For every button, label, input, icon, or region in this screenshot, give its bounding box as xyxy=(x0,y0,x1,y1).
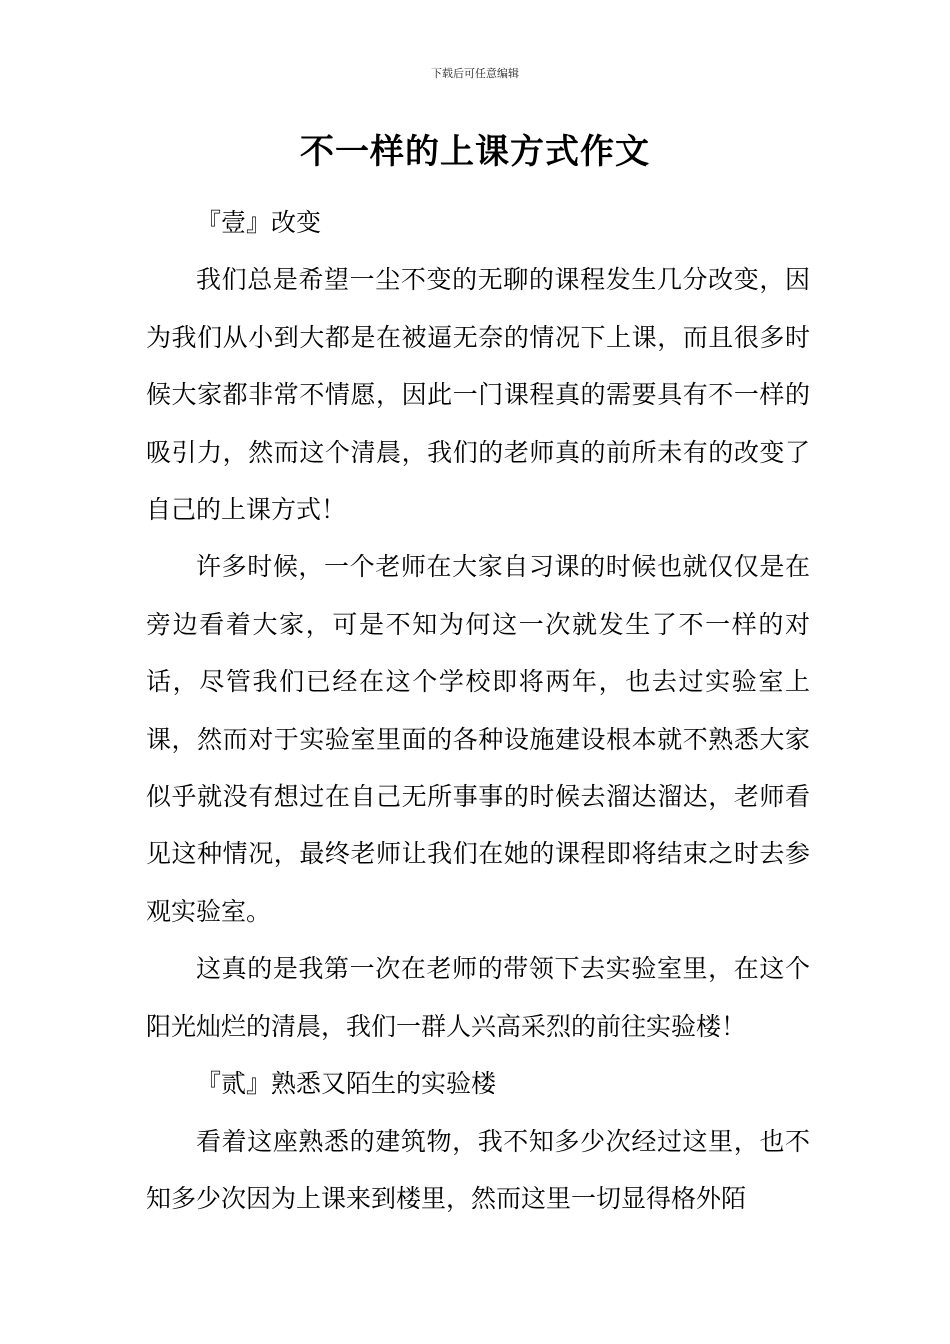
page-header-note: 下载后可任意编辑 xyxy=(431,67,519,80)
body-paragraph-2: 许多时候，一个老师在大家自习课的时候也就仅仅是在旁边看着大家，可是不知为何这一次就发生了不一样的对话，尽管我们已经在这个学校即将两年，也去过实验室上课，然而对于实验室里面的各种设施建设根本就不熟悉大家似乎就没有想过在自己无所事事的时候去溜达溜达，老师看见这种情况，最终老师让我们在她的课程即将结束之时去参观实验室。 xyxy=(146,552,810,926)
document-title: 不一样的上课方式作文 xyxy=(300,132,650,172)
section-heading-1: 『壹』改变 xyxy=(196,208,322,237)
document-body xyxy=(146,194,810,1227)
section-heading-2: 『贰』熟悉又陌生的实验楼 xyxy=(196,1069,497,1099)
body-paragraph-4: 看着这座熟悉的建筑物，我不知多少次经过这里，也不知多少次因为上课来到楼里，然而这里一切显得格外陌 xyxy=(146,1126,810,1213)
body-paragraph-1: 我们总是希望一尘不变的无聊的课程发生几分改变，因为我们从小到大都是在被逼无奈的情况下上课，而且很多时候大家都非常不情愿，因此一门课程真的需要具有不一样的吸引力，然而这个清晨，我们的老师真的前所未有的改变了自己的上课方式！ xyxy=(146,265,810,525)
body-paragraph-3: 这真的是我第一次在老师的带领下去实验室里，在这个阳光灿烂的清晨，我们一群人兴高采烈的前往实验楼！ xyxy=(146,954,810,1041)
